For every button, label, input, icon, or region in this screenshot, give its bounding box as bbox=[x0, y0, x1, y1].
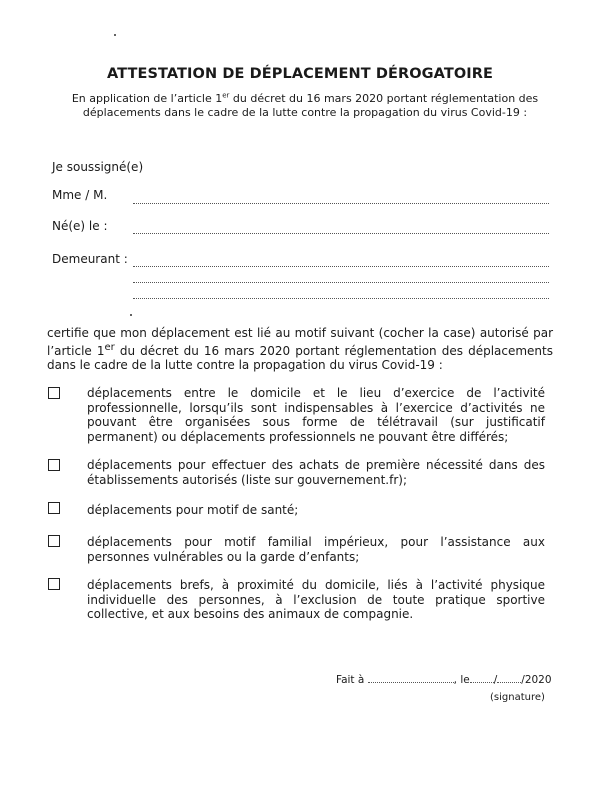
option-achats-text: déplacements pour effectuer des achats de première nécessité dans des établissements autorisés (liste sur gouvernement.fr); bbox=[87, 458, 545, 487]
year-label: /2020 bbox=[521, 674, 552, 686]
certifie-text-1: certifie que mon déplacement est lié au motif suivant (cocher la case) autorisé par l’article 1 bbox=[47, 326, 553, 358]
intro-sup: er bbox=[222, 91, 230, 100]
address-field-1[interactable] bbox=[133, 266, 549, 267]
lieu-field[interactable] bbox=[368, 672, 454, 683]
certifie-sup: er bbox=[104, 341, 115, 353]
checkbox-achats[interactable] bbox=[48, 459, 60, 471]
option-travail-text: déplacements entre le domicile et le lieu d’exercice de l’activité professionnelle, lorsqu’ils sont indispensables à l’exercice d’activités ne pouvant être organisées sous forme de télétravail (sur justificatif permanent) ou déplacements professionnels ne pouvant être différés; bbox=[87, 386, 545, 444]
signature-label: (signature) bbox=[490, 692, 545, 703]
option-sport-text: déplacements brefs, à proximité du domicile, liés à l’activité physique individuelle des personnes, à l’exclusion de toute pratique sportive collective, et aux besoins des animaux de compagnie. bbox=[87, 578, 545, 621]
date-slash: / bbox=[493, 674, 498, 686]
fait-line bbox=[336, 672, 552, 686]
ne-le-label: Né(e) le : bbox=[52, 219, 108, 233]
nom-field[interactable] bbox=[133, 203, 549, 204]
checkbox-familial[interactable] bbox=[48, 535, 60, 547]
checkbox-sante[interactable] bbox=[48, 502, 60, 514]
scan-speck bbox=[114, 34, 116, 36]
intro-paragraph bbox=[60, 92, 550, 120]
nom-label: Mme / M. bbox=[52, 188, 108, 202]
option-familial-text: déplacements pour motif familial impérieux, pour l’assistance aux personnes vulnérables ou la garde d’enfants; bbox=[87, 535, 545, 564]
option-sante-text: déplacements pour motif de santé; bbox=[87, 503, 299, 517]
address-field-2[interactable] bbox=[133, 282, 549, 283]
certifie-text-2: du décret du 16 mars 2020 portant réglementation des déplacements dans le cadre de la lutte contre la propagation du virus Covid-19 : bbox=[47, 343, 553, 372]
checkbox-sport[interactable] bbox=[48, 578, 60, 590]
mois-field[interactable] bbox=[497, 672, 521, 683]
scan-speck bbox=[130, 314, 132, 316]
soussigne-label: Je soussigné(e) bbox=[52, 160, 144, 174]
checkbox-travail[interactable] bbox=[48, 387, 60, 399]
intro-text-1: En application de l’article 1 bbox=[71, 92, 223, 105]
intro-text-2: du décret du 16 mars 2020 portant réglementation des déplacements dans le cadre de la lutte contre la propagation du virus Covid-19 : bbox=[82, 92, 539, 119]
certifie-paragraph bbox=[47, 326, 553, 373]
le-label: , le bbox=[453, 674, 470, 686]
address-field-3[interactable] bbox=[133, 298, 549, 299]
jour-field[interactable] bbox=[470, 672, 494, 683]
birthdate-field[interactable] bbox=[133, 233, 549, 234]
demeurant-label: Demeurant : bbox=[52, 252, 128, 266]
document-title: ATTESTATION DE DÉPLACEMENT DÉROGATOIRE bbox=[106, 66, 494, 82]
fait-label: Fait à bbox=[336, 674, 365, 686]
